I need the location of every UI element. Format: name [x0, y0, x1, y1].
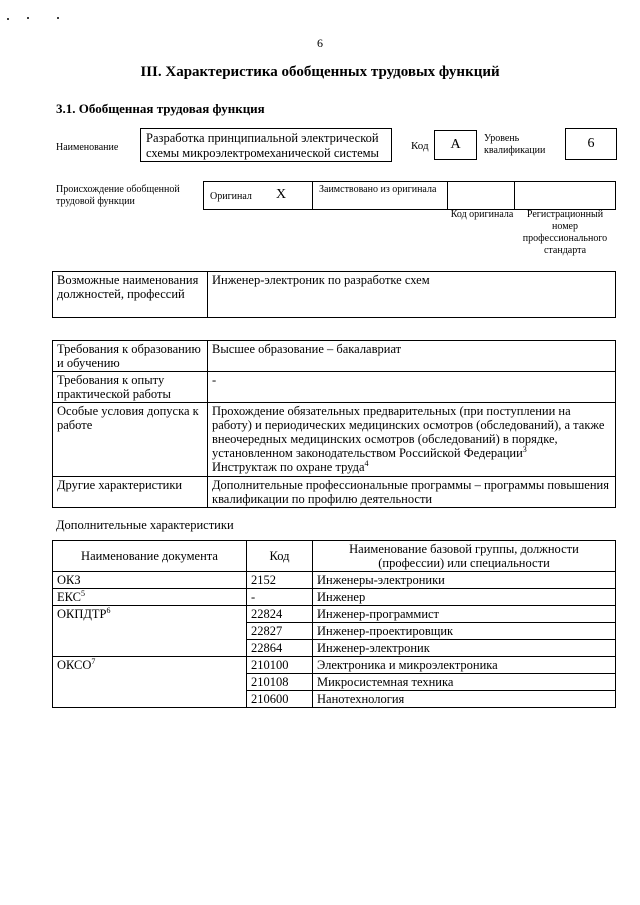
level-label: Уровень квалификации [484, 133, 546, 156]
code-cell: 22824 [247, 606, 313, 623]
origin-label: Происхождение обобщенной трудовой функции [56, 184, 180, 207]
req-value: - [208, 372, 616, 403]
table-row [53, 589, 616, 606]
additional-title: Дополнительные характеристики [56, 518, 234, 532]
positions-table [52, 271, 616, 318]
borrowed-label: Заимствовано из оригинала [319, 184, 437, 195]
table-row [53, 572, 616, 589]
doc-cell [53, 606, 247, 657]
doc-name: ОКПДТР [57, 607, 107, 621]
name-cell: Нанотехнология [313, 691, 616, 708]
scan-speck [57, 17, 59, 19]
level-value: 6 [565, 128, 617, 160]
req-value: Высшее образование – бакалавриат [208, 341, 616, 372]
doc-name: ЕКС [57, 590, 81, 604]
req-value: Дополнительные профессиональные программы – программы повышения квалификации по профилю деятельности [208, 477, 616, 508]
additional-table [52, 540, 616, 708]
code-value: А [434, 130, 477, 160]
original-label: Оригинал [210, 191, 252, 202]
positions-value: Инженер-электроник по разработке схем [208, 272, 616, 318]
positions-label: Возможные наименования должностей, профессий [53, 272, 208, 318]
name-cell: Инженер-электроник [313, 640, 616, 657]
name-cell: Инженер [313, 589, 616, 606]
registration-number-caption: Регистрационный номер профессионального стандарта [522, 209, 608, 256]
subsection-title: 3.1. Обобщенная трудовая функция [56, 101, 265, 116]
code-cell: 210108 [247, 674, 313, 691]
doc-cell [53, 589, 247, 606]
doc-cell: ОКЗ [53, 572, 247, 589]
doc-name: ОКСО [57, 658, 92, 672]
footnote-ref: 3 [522, 444, 527, 454]
code-label: Код [411, 140, 429, 152]
req-value-text: Прохождение обязательных предварительных (при поступлении на работу) и периодических медицинских осмотров (обследований), а также внеочередных медицинских осмотров (обследований) в порядке, установленном законодательством Российской Федерации [212, 404, 605, 460]
original-mark: Х [276, 187, 287, 202]
origin-box [203, 181, 616, 210]
table-row [53, 657, 616, 674]
code-cell: 2152 [247, 572, 313, 589]
name-cell: Электроника и микроэлектроника [313, 657, 616, 674]
header-doc: Наименование документа [53, 541, 247, 572]
header-name: Наименование базовой группы, должности (профессии) или специальности [313, 541, 616, 572]
code-cell: - [247, 589, 313, 606]
requirements-table [52, 340, 616, 508]
page-number: 6 [317, 36, 323, 50]
footnote-ref: 5 [81, 588, 85, 598]
header-code: Код [247, 541, 313, 572]
original-code-caption: Код оригинала [450, 209, 514, 220]
doc-cell [53, 657, 247, 708]
code-cell: 22864 [247, 640, 313, 657]
name-label: Наименование [56, 142, 119, 153]
code-cell: 22827 [247, 623, 313, 640]
scan-speck [7, 18, 9, 20]
footnote-ref: 4 [364, 458, 369, 468]
name-cell: Микросистемная техника [313, 674, 616, 691]
req-label: Другие характеристики [53, 477, 208, 508]
function-name-value: Разработка принципиальной электрической схемы микроэлектромеханической системы [140, 128, 392, 162]
footnote-ref: 7 [91, 656, 96, 666]
req-value [208, 403, 616, 477]
table-row [53, 606, 616, 623]
code-cell: 210600 [247, 691, 313, 708]
name-cell: Инженер-проектировщик [313, 623, 616, 640]
req-label: Требования к опыту практической работы [53, 372, 208, 403]
req-label: Требования к образованию и обучению [53, 341, 208, 372]
scan-speck [27, 17, 29, 19]
name-cell: Инженер-программист [313, 606, 616, 623]
footnote-ref: 6 [106, 605, 111, 615]
req-label: Особые условия допуска к работе [53, 403, 208, 477]
req-value-text: Инструктаж по охране труда [212, 460, 365, 474]
name-cell: Инженеры-электроники [313, 572, 616, 589]
code-cell: 210100 [247, 657, 313, 674]
section-title: III. Характеристика обобщенных трудовых функций [140, 64, 500, 80]
